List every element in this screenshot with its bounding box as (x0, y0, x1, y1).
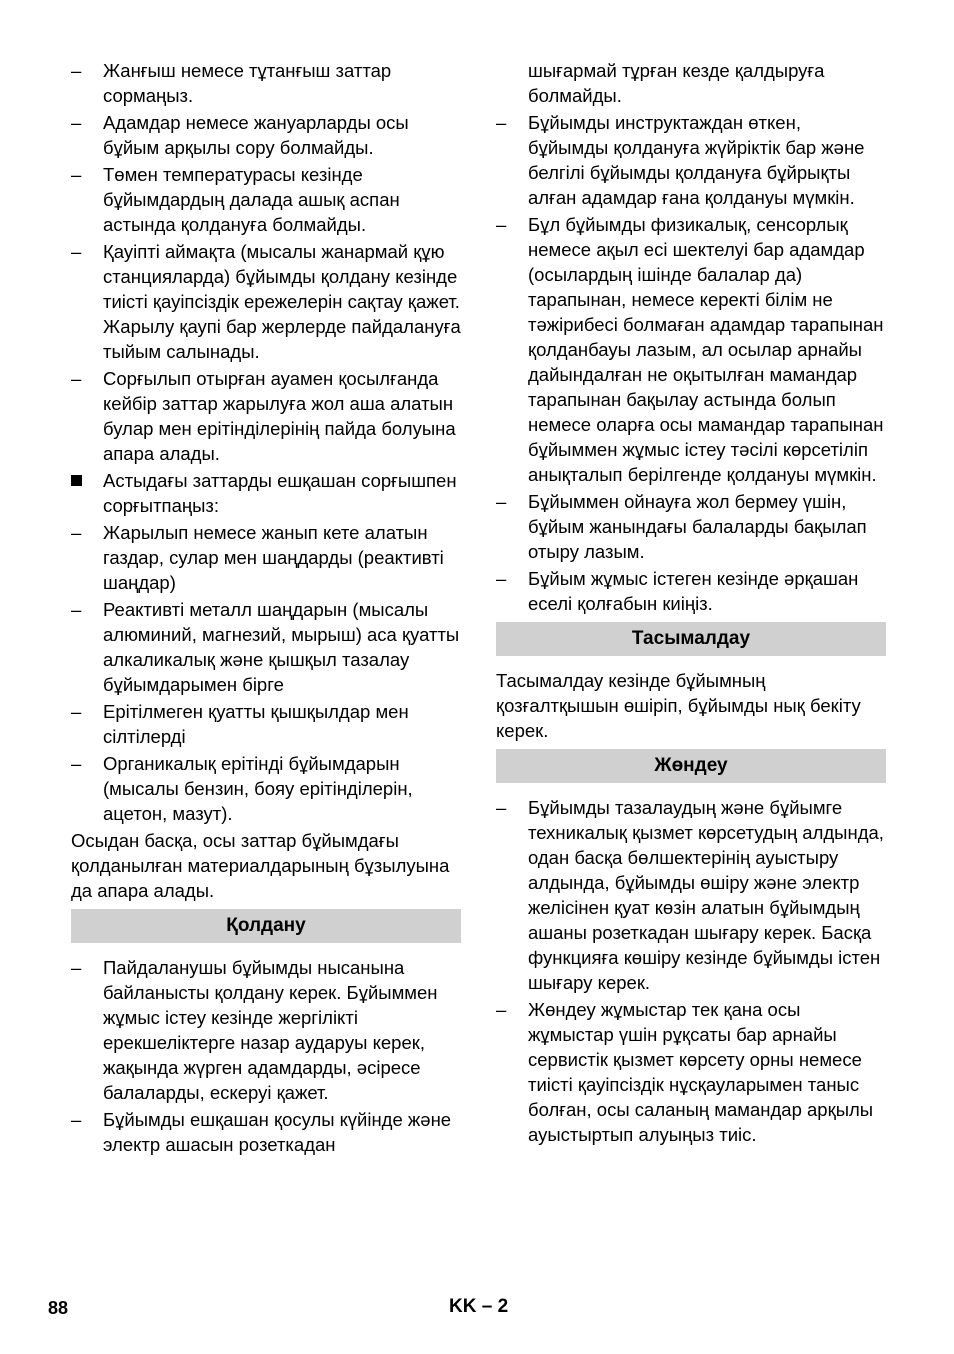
list-item (71, 1107, 461, 1157)
list-item-text: Бұйым жұмыс істеген кезінде әрқашан еселі қолғабын киіңіз. (528, 568, 859, 614)
page-number: 88 (48, 1298, 69, 1318)
list-item-text: Жөндеу жұмыстар тек қана осы жұмыстар үшін рұқсаты бар арнайы сервистік қызмет көрсету орны немесе тиісті қауіпсіздік нұсқауларымен таныс болған, осы саланың мамандар арқылы ауыстыртып алуыңыз тиіс. (528, 999, 874, 1145)
section-heading-usage: Қолдану (71, 909, 461, 943)
list-item-text: Жанғыш немесе тұтанғыш заттар сормаңыз. (103, 60, 392, 106)
section-heading-transport: Тасымалдау (496, 622, 886, 656)
section-heading-maintenance: Жөндеу (496, 749, 886, 783)
list-item-text: Адамдар немесе жануарларды осы бұйым арқылы сору болмайды. (103, 112, 409, 158)
hazard-list (71, 58, 461, 826)
dash-marker: – (496, 568, 507, 589)
list-item-text: Бұл бұйымды физикалық, сенсорлық немесе ақыл есі шектелуі бар адамдар (осылардың ішінде балалар да) тарапынан, немесе керекті білім не тәжірибесі болмаған адамдар тарапынан қолданбауы лазым, ал осылар арнайы дайындалған не оқытылған мамандар тарапынан бақылау астында болып немесе оларға осы мамандар тарапынан бұйыммен жұмыс істеу тәсілі көрсетіліп анықталып берілгенде қолдануы мүмкін. (528, 214, 884, 485)
list-item-text: Пайдаланушы бұйымды нысанына байланысты қолдану керек. Бұйыммен жұмыс істеу кезінде жергілікті ерекшеліктерге назар аудаpуы керек, жақында жүрген адамдарды, әсіресе балаларды, ескеруі қажет. (103, 957, 438, 1103)
list-item-text: Бұйымды ешқашан қосулы күйінде және электр ашасын розеткадан (103, 1109, 452, 1155)
list-item-text: Қауіпті аймақта (мысалы жанармай құю станцияларда) бұйымды қолдану кезінде тиісті қауіпсіздік ережелерін сақтау қажет. Жарылу қаупі бар жерлерде пайдалануға тыйым салынады. (103, 241, 461, 362)
dash-marker: – (71, 112, 82, 133)
usage-list (71, 955, 461, 1157)
dash-marker: – (71, 60, 82, 81)
dash-marker: – (496, 999, 507, 1020)
list-item (496, 566, 886, 616)
list-item-text: Реактивті металл шаңдарын (мысалы алюминий, магнезий, мырыш) аса қуатты алкаликалық және қышқыл тазалау бұйымдарымен бірге (103, 599, 460, 695)
dash-marker: – (71, 701, 82, 722)
list-item (71, 239, 461, 364)
list-item-text: Органикалық ерітінді бұйымдарын (мысалы бензин, бояу ерітінділерін, ацетон, мазут). (103, 753, 413, 824)
list-item-text: Бұйымды тазалаудың және бұйымге техникалық қызмет көрсетудың алдында, одан басқа бөлшектерінің ауыстыру алдында, бұйымды өшіру және электр желісінен қуат көзін алатын бұйымдың ашаны розеткадан шығару керек. Басқа функцияға көшіру кезінде бұйымды істен шығару керек. (528, 797, 884, 993)
list-item (496, 489, 886, 564)
dash-marker: – (496, 491, 507, 512)
list-item (71, 699, 461, 749)
right-column (496, 58, 886, 1149)
list-item (496, 997, 886, 1147)
list-item (71, 366, 461, 466)
dash-marker: – (71, 164, 82, 185)
operator-list (496, 110, 886, 616)
transport-text: Тасымалдау кезінде бұйымның қозғалтқышын өшіріп, бұйымды нық бекіту керек. (496, 670, 861, 741)
list-item-text: Төмен температурасы кезінде бұйымдардың далада ашық аспан астында қолдануға болмайды. (103, 164, 400, 235)
dash-marker: – (496, 797, 507, 818)
list-item (71, 162, 461, 237)
list-item-text: Жарылып немесе жанып кете алатын газдар, сулар мен шаңдарды (реактивті шаңдар) (103, 522, 444, 593)
list-item-text: Ерітілмеген қуатты қышқылдар мен сілтілерді (103, 701, 409, 747)
list-item (496, 795, 886, 995)
material-damage-note: Осыдан басқа, осы заттар бұйымдағы қолданылған материалдарының бұзылуына да апара алады. (71, 830, 450, 901)
dash-marker: – (71, 368, 82, 389)
dash-marker: – (496, 112, 507, 133)
dash-marker: – (71, 1109, 82, 1130)
list-item (496, 212, 886, 487)
dash-marker: – (71, 522, 82, 543)
continued-text: шығармай тұрған кезде қалдыруға болмайды. (528, 60, 825, 106)
list-item (71, 955, 461, 1105)
list-item (71, 597, 461, 697)
list-item-text: Астыдағы заттарды ешқашан сорғышпен сорғытпаңыз: (103, 470, 457, 516)
list-item-text: Бұйымды инструктаждан өткен, бұйымды қолдануға жүйріктік бар және белгілі бұйымды қолдануға бұйрықты алған адамдар ғана қолдануы мүмкін. (528, 112, 865, 208)
list-item (71, 520, 461, 595)
list-item (71, 58, 461, 108)
dash-marker: – (496, 214, 507, 235)
dash-marker: – (71, 241, 82, 262)
document-code: KK – 2 (449, 1296, 509, 1317)
continued-list-item (496, 58, 886, 108)
left-column (71, 58, 461, 1159)
list-item (71, 468, 461, 518)
dash-marker: – (71, 957, 82, 978)
maintenance-list (496, 795, 886, 1147)
list-item-text: Сорғылып отырған ауамен қосылғанда кейбір заттар жарылуға жол аша алатын булар мен ерітінділерінің пайда болуына апара алады. (103, 368, 456, 464)
dash-marker: – (71, 753, 82, 774)
dash-marker: – (71, 599, 82, 620)
list-item (496, 110, 886, 210)
list-item (71, 110, 461, 160)
list-item-text: Бұйыммен ойнауға жол бермеу үшін, бұйым жанындағы балаларды бақылап отыру лазым. (528, 491, 867, 562)
list-item (71, 751, 461, 826)
